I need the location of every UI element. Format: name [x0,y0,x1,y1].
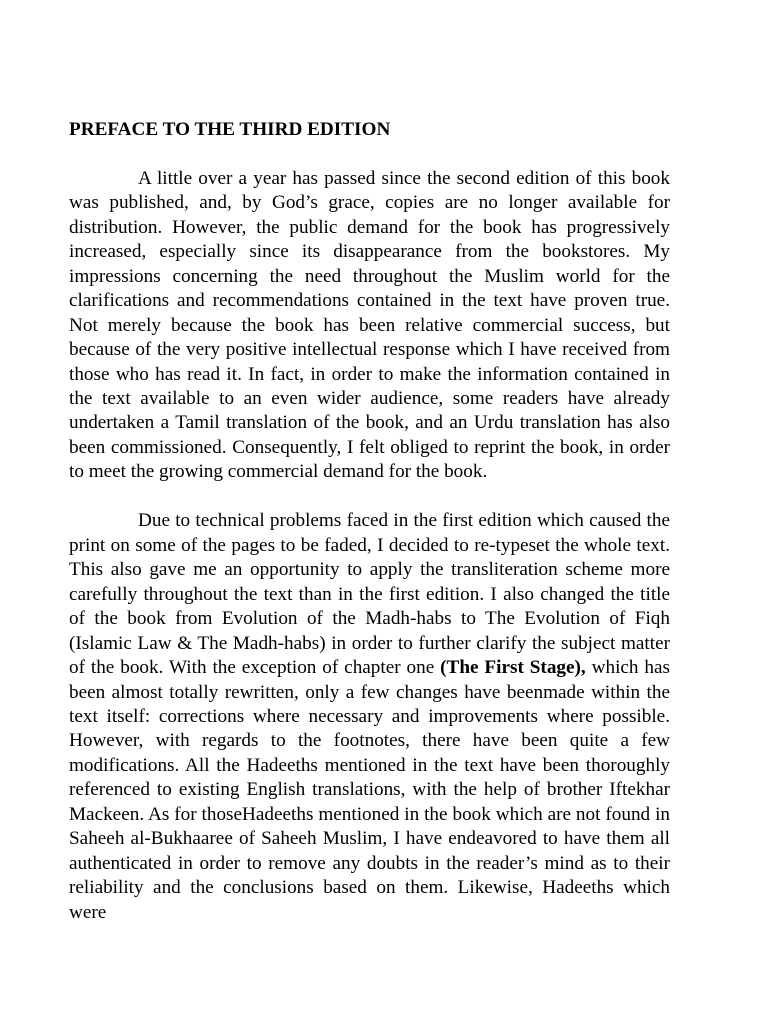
paragraph-1: A little over a year has passed since the second edition of this book was published, and, by God’s grace, copies are no longer available for distribution. However, the public demand for the book has progressively increased, especially since its disappearance from the bookstores. My impressions concerning the need throughout the Muslim world for the clarifications and recommendations contained in the text have proven true. Not merely because the book has been relative commercial success, but because of the very positive intellectual response which I have received from those who has read it. In fact, in order to make the information contained in the text available to an even wider audience, some readers have already undertaken a Tamil translation of the book, and an Urdu translation has also been commissioned. Consequently, I felt obliged to reprint the book, in order to meet the growing commercial demand for the book. [69,167,670,483]
text-column [69,118,670,925]
paragraph-2 [69,509,670,925]
paragraph-2-text-start: Due to technical problems faced in the first edition which caused the print on some of the pages to be faded, I decided to re-typeset the whole text. This also gave me an opportunity to apply the transliteration scheme more carefully throughout the text than in the first edition. I also changed the title of the book from Evolution of the Madh-habs to The Evolution of Fiqh (Islamic Law & The Madh-habs) in order to further clarify the subject matter of the book. With the exception of chapter one [69,510,670,679]
paragraph-2-text-end: which has been almost totally rewritten, only a few changes have beenmade within the text itself: corrections where necessary and improvements where possible. However, with regards to the footnotes, there have been quite a few modifications. All the Hadeeths mentioned in the text have been thoroughly referenced to existing English translations, with the help of brother Iftekhar Mackeen. As for thoseHadeeths mentioned in the book which are not found in Saheeh al-Bukhaaree of Saheeh Muslim, I have endeavored to have them all authenticated in order to remove any doubts in the reader’s mind as to their reliability and the conclusions based on them. Likewise, Hadeeths which were [69,657,670,923]
chapter-one-title: (The First Stage), [440,657,586,679]
page-heading: PREFACE TO THE THIRD EDITION [69,119,391,140]
